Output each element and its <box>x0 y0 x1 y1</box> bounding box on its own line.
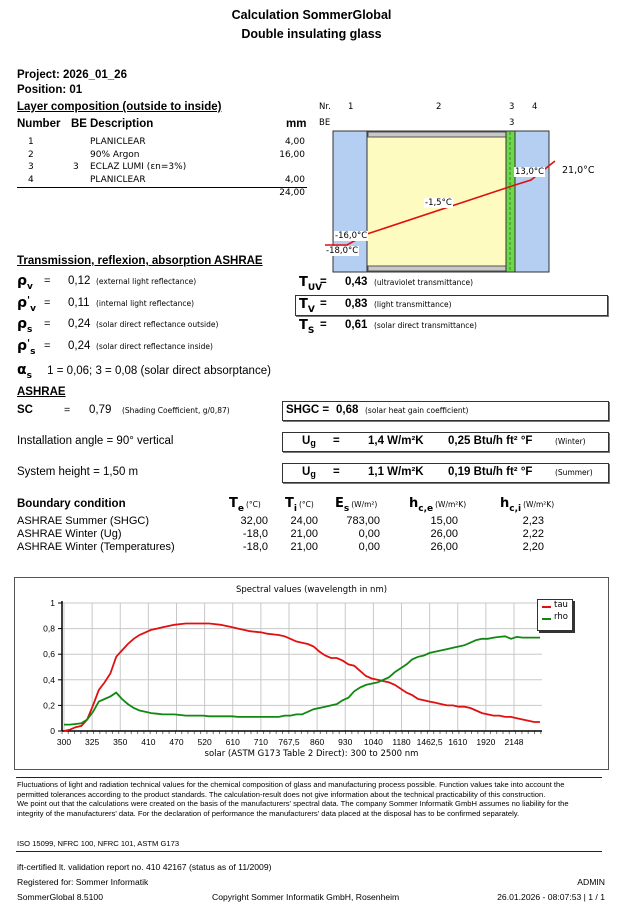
reflectance-desc: (external light reflectance) <box>96 277 197 286</box>
transmission-heading: Transmission, reflexion, absorption ASHRAE <box>17 255 263 267</box>
ug-winter-note: (Winter) <box>555 437 586 446</box>
boundary-es-value: 0,00 <box>358 541 380 553</box>
rho-symbol: ρ <box>17 337 28 354</box>
boundary-hce-value: 26,00 <box>430 528 458 540</box>
tau-sub: UV <box>307 283 323 293</box>
boundary-col-sub: c,i <box>509 504 522 514</box>
sc-eq: = <box>64 404 71 416</box>
x-tick-label: 325 <box>85 737 100 747</box>
prime-mark: ' <box>27 337 31 349</box>
boundary-col-symbol: T <box>229 496 238 511</box>
layer-total: 24,00 <box>279 188 305 198</box>
boundary-col-unit: (W/m²) <box>351 500 378 509</box>
layer-description: PLANICLEAR <box>90 174 146 185</box>
ug-summer-si: 1,1 W/m²K <box>368 466 424 478</box>
tau-symbol: T <box>299 296 308 312</box>
boundary-col-header <box>409 496 467 514</box>
x-tick-label: 1920 <box>476 737 496 747</box>
boundary-ti-value: 21,00 <box>290 541 318 553</box>
spacer-bottom <box>368 266 506 271</box>
diagram-be-label: BE <box>319 118 331 128</box>
x-tick-label: 300 <box>56 737 72 747</box>
boundary-ti-value: 21,00 <box>290 528 318 540</box>
diagram-nr-1: 1 <box>348 102 354 112</box>
boundary-ti-value: 24,00 <box>290 515 318 527</box>
x-tick-label: 610 <box>225 737 240 747</box>
transmittance-eq: = <box>320 319 327 331</box>
transmittance-value: 0,83 <box>345 297 368 310</box>
ift-certification: ift-certified lt. validation report no. 410 42167 (status as of 11/2009) <box>17 862 272 872</box>
reflectance-row <box>17 316 33 335</box>
transmittance-desc: (light transmittance) <box>374 299 452 309</box>
sc-desc: (Shading Coefficient, g/0,87) <box>122 406 230 415</box>
disclaimer-line-3: We point out that the calculations were created on the basis of the manufacturers' spectral data. The company Sommer Informatik GmbH assumes no liability for the <box>17 799 569 808</box>
spectral-chart <box>14 595 607 767</box>
reflectance-row <box>17 337 36 357</box>
transmittance-desc: (ultraviolet transmittance) <box>374 278 474 287</box>
boundary-col-sub: c,e <box>418 504 434 514</box>
boundary-heading: Boundary condition <box>17 498 126 510</box>
x-tick-label: 710 <box>253 737 268 747</box>
x-tick-label: 1040 <box>363 737 383 747</box>
reflectance-desc: (solar direct reflectance inside) <box>96 341 213 351</box>
legend-rho-label: rho <box>554 612 568 622</box>
y-tick-label: 0,2 <box>43 700 55 711</box>
ug-winter-label: Ug <box>302 435 316 448</box>
col-mm: mm <box>286 118 307 130</box>
layer-description: 90% Argon <box>90 149 140 160</box>
boundary-col-header <box>500 496 555 514</box>
y-tick-label: 0,6 <box>43 649 55 660</box>
temp-gap-mid: -1,5°C <box>425 198 452 208</box>
y-tick-label: 0,8 <box>43 623 55 634</box>
alpha-sub: s <box>26 371 32 381</box>
ug-summer-box <box>282 463 609 483</box>
rho-symbol: ρ <box>17 316 28 332</box>
ug-winter-imp: 0,25 Btu/h ft² °F <box>448 435 533 447</box>
temp-outer-surface: -16,0°C <box>335 231 368 241</box>
y-tick-label: 1 <box>50 598 55 608</box>
boundary-col-unit: (°C) <box>245 500 261 509</box>
diagram-nr-3: 3 <box>509 102 515 112</box>
boundary-col-sub: i <box>293 504 297 514</box>
legend-tau-swatch <box>542 606 551 608</box>
boundary-col-header <box>285 496 314 514</box>
shgc-desc: (solar heat gain coefficient) <box>365 406 469 415</box>
footer-divider-top <box>16 777 602 778</box>
boundary-col-sub: s <box>343 504 350 514</box>
transmittance-eq: = <box>320 297 327 310</box>
shgc-box <box>282 401 609 421</box>
sc-label: SC <box>17 404 33 416</box>
boundary-col-unit: (°C) <box>298 500 314 509</box>
transmittance-eq: = <box>320 276 327 288</box>
ug-summer-note: (Summer) <box>555 468 593 477</box>
temp-outside-air: -18,0°C <box>326 246 359 256</box>
prime-mark: ' <box>27 294 31 306</box>
footer-divider-bottom <box>16 851 602 852</box>
boundary-hci-value: 2,23 <box>522 515 544 527</box>
y-tick-label: 0 <box>50 726 55 736</box>
ug-summer-eq: = <box>333 466 340 478</box>
temp-inner-pane: 13,0°C <box>515 167 545 177</box>
diagram-nr-2: 2 <box>436 102 442 112</box>
x-tick-label: 767,5 <box>278 737 300 747</box>
col-number: Number <box>17 118 61 130</box>
x-tick-label: 1610 <box>448 737 468 747</box>
disclaimer-line-1: Fluctuations of light and radiation technical values for the chemical composition of glass and manufacturing process possible. Function values take into account the <box>17 780 565 789</box>
x-tick-label: 860 <box>310 737 325 747</box>
x-tick-label: 930 <box>338 737 353 747</box>
software-version: SommerGlobal 8.5100 <box>17 892 103 902</box>
transmittance-value: 0,43 <box>345 276 368 288</box>
absorptance-text: 1 = 0,06; 3 = 0,08 (solar direct absorptance) <box>47 365 271 377</box>
layer-description: ECLAZ LUMI (εn=3%) <box>90 162 187 172</box>
boundary-row-name: ASHRAE Winter (Ug) <box>17 528 122 540</box>
transmittance-symbol-group <box>299 296 315 315</box>
tau-sub: S <box>307 326 315 336</box>
boundary-col-header <box>335 496 378 514</box>
boundary-col-header <box>229 496 261 514</box>
boundary-te-value: 32,00 <box>240 515 268 527</box>
document-title: Calculation SommerGlobal <box>231 8 392 22</box>
rho-sub: v <box>27 282 33 292</box>
position-label: Position: 01 <box>17 84 83 96</box>
boundary-row-name: ASHRAE Summer (SHGC) <box>17 515 150 527</box>
chart-legend <box>537 599 573 631</box>
layer-heading: Layer composition (outside to inside) <box>17 101 222 113</box>
transmittance-symbol-group <box>299 275 323 293</box>
disclaimer-line-4: integrity of the manufacturers' data. For the declaration of performance the manufacturers' data placed at the disposal has to be confirmed separately. <box>17 809 520 818</box>
boundary-col-symbol: T <box>285 496 294 511</box>
temp-inside-air: 21,0°C <box>562 165 595 176</box>
project-label: Project: 2026_01_26 <box>17 69 127 81</box>
x-tick-label: 470 <box>169 737 184 747</box>
installation-angle: Installation angle = 90° vertical <box>17 435 174 447</box>
legend-rho-swatch <box>542 618 551 620</box>
layer-mm: 4,00 <box>284 174 305 185</box>
ug-winter-eq: = <box>333 435 340 447</box>
sc-value: 0,79 <box>89 404 112 416</box>
reflectance-value: 0,24 <box>68 339 91 352</box>
col-description: Description <box>90 118 154 130</box>
chart-xlabel: solar (ASTM G173 Table 2 Direct): 300 to 2500 nm <box>204 749 419 759</box>
boundary-hci-value: 2,20 <box>522 541 544 553</box>
boundary-row-name: ASHRAE Winter (Temperatures) <box>17 541 175 553</box>
reflectance-eq: = <box>44 296 51 309</box>
transmittance-symbol-group <box>299 318 315 336</box>
chart-title: Spectral values (wavelength in nm) <box>235 585 388 595</box>
timestamp-page: 26.01.2026 - 08:07:53 | 1 / 1 <box>497 892 605 902</box>
boundary-col-symbol: h <box>409 496 419 511</box>
reflectance-value: 0,12 <box>68 275 91 287</box>
tau-symbol: T <box>299 275 308 290</box>
layer-number: 4 <box>28 174 34 185</box>
layer-mm: 16,00 <box>279 149 305 160</box>
boundary-te-value: -18,0 <box>242 528 268 540</box>
tau-sub: V <box>307 304 315 315</box>
pane-4 <box>515 131 549 272</box>
transmittance-value: 0,61 <box>345 319 368 331</box>
registered-for: Registered for: Sommer Informatik <box>17 877 149 887</box>
rho-symbol: ρ <box>17 273 28 289</box>
shgc-label: SHGC = <box>286 404 330 416</box>
layer-number: 3 <box>28 162 34 172</box>
boundary-col-sub: e <box>237 504 244 514</box>
copyright: Copyright Sommer Informatik GmbH, Rosenheim <box>212 892 400 902</box>
spacer-top <box>368 132 506 137</box>
layer-number: 2 <box>28 149 34 160</box>
disclaimer-line-2: permitted tolerances according to the product standards. The calculation-result does not give information about the technical practicability of this construction. <box>17 790 546 799</box>
x-tick-label: 350 <box>113 737 128 747</box>
x-tick-label: 410 <box>141 737 156 747</box>
boundary-te-value: -18,0 <box>242 541 268 553</box>
rho-symbol: ρ <box>17 294 28 311</box>
reflectance-row <box>17 294 36 314</box>
reflectance-eq: = <box>44 275 51 287</box>
diagram-be-3: 3 <box>509 118 515 128</box>
diagram-nr-4: 4 <box>532 102 538 112</box>
boundary-col-unit: (W/m²K) <box>435 500 467 509</box>
boundary-hci-value: 2,22 <box>522 528 544 540</box>
boundary-col-symbol: h <box>500 496 510 511</box>
x-tick-label: 2148 <box>504 737 524 747</box>
transmittance-desc: (solar direct transmittance) <box>374 321 477 330</box>
layer-mm: 4,00 <box>284 137 305 147</box>
boundary-es-value: 783,00 <box>346 515 380 527</box>
boundary-col-unit: (W/m²K) <box>523 500 555 509</box>
alpha-symbol: α <box>17 362 27 378</box>
diagram-nr-label: Nr. <box>319 102 331 112</box>
reflectance-value: 0,24 <box>68 318 91 330</box>
tau-symbol: T <box>299 318 308 333</box>
layer-number: 1 <box>28 137 34 147</box>
ug-summer-imp: 0,19 Btu/h ft² °F <box>448 466 533 478</box>
rho-sub: v <box>30 303 36 314</box>
absorptance-row <box>17 362 271 381</box>
legend-tau-label: tau <box>554 600 568 610</box>
y-tick-label: 0,4 <box>43 674 55 685</box>
x-tick-label: 1180 <box>392 737 411 747</box>
document-subtitle: Double insulating glass <box>241 27 382 41</box>
boundary-es-value: 0,00 <box>358 528 380 540</box>
shgc-value: 0,68 <box>336 404 359 416</box>
series-line-rho <box>64 636 540 724</box>
system-height: System height = 1,50 m <box>17 466 139 478</box>
standards: ISO 15099, NFRC 100, NFRC 101, ASTM G173 <box>17 839 180 848</box>
boundary-hce-value: 26,00 <box>430 541 458 553</box>
ug-summer-label: Ug <box>302 466 316 479</box>
layer-be: 3 <box>73 162 79 172</box>
x-tick-label: 1462,5 <box>416 737 443 747</box>
ashrae-heading: ASHRAE <box>17 386 66 398</box>
ug-winter-si: 1,4 W/m²K <box>368 435 424 447</box>
reflectance-desc: (solar direct reflectance outside) <box>96 320 219 329</box>
ug-winter-box <box>282 432 609 452</box>
user-name: ADMIN <box>577 877 605 887</box>
layer-description: PLANICLEAR <box>90 137 146 147</box>
reflectance-row <box>17 273 33 292</box>
reflectance-eq: = <box>44 339 51 352</box>
rho-sub: s <box>30 346 36 357</box>
reflectance-eq: = <box>44 318 51 330</box>
reflectance-desc: (internal light reflectance) <box>96 298 195 308</box>
reflectance-value: 0,11 <box>68 296 90 309</box>
col-be: BE <box>71 118 87 130</box>
x-tick-label: 520 <box>197 737 212 747</box>
rho-sub: s <box>27 325 33 335</box>
boundary-hce-value: 15,00 <box>430 515 458 527</box>
boundary-col-symbol: E <box>335 496 344 511</box>
